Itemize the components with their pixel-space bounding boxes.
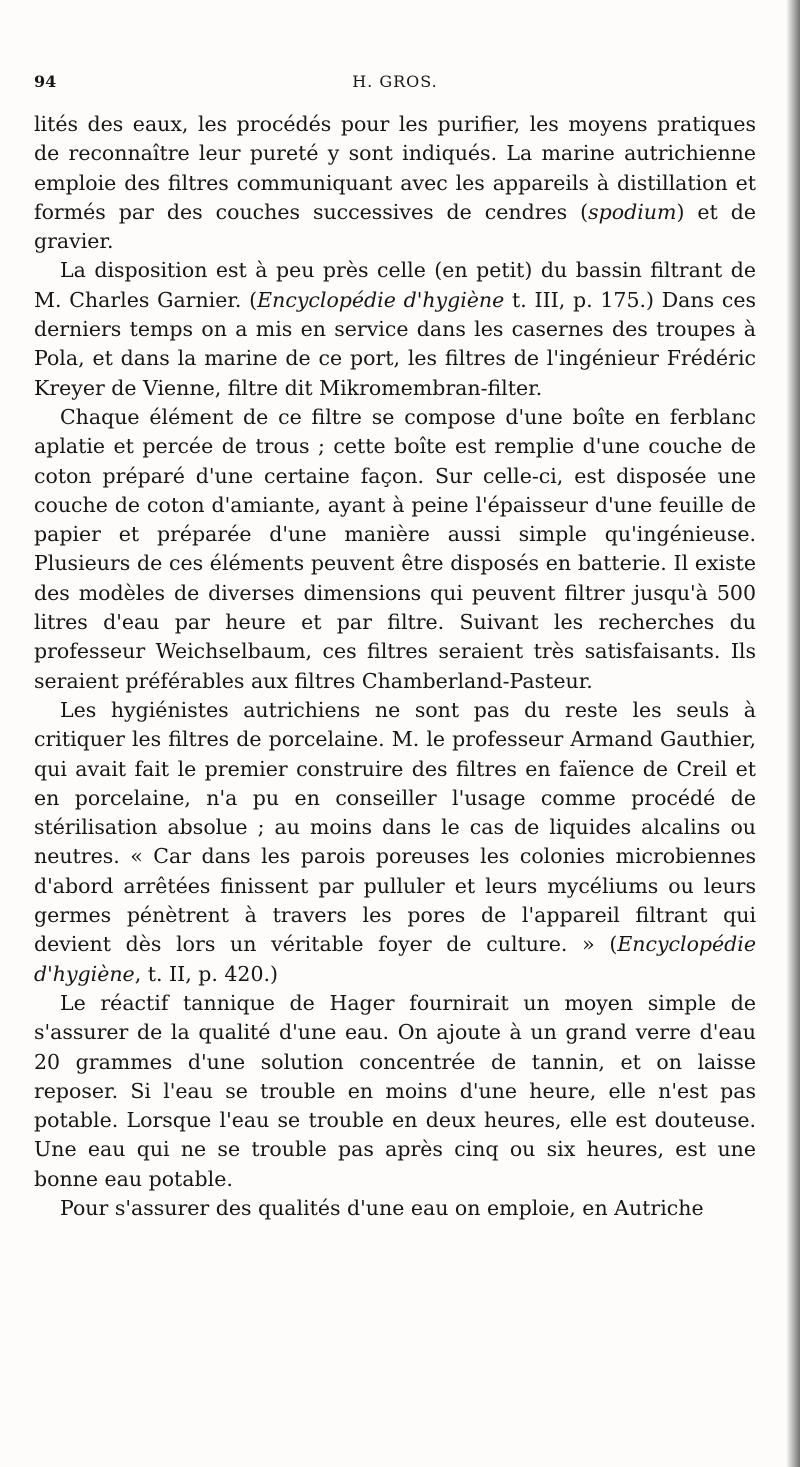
book-page (34, 72, 756, 1223)
paragraph-3 (34, 403, 756, 696)
page-number: 94 (34, 72, 57, 91)
page-header (34, 72, 756, 100)
paragraph-5-text: Le réactif tannique de Hager fournirait un moyen simple de s'assurer de la qualité d'une eau. On ajoute à un grand verre d'eau 20 grammes d'une solution concentrée de tannin, et on laisse reposer. Si l'eau se trouble en moins d'une heure, elle n'est pas potable. Lorsque l'eau se trouble en deux heures, elle est douteuse. Une eau qui ne se trouble pas après cinq ou six heures, est une bonne eau potable. (34, 990, 756, 1191)
paragraph-2-text-1: La disposition est à peu près celle (en petit) du bassin filtrant de M. Charles Garnier. ( (34, 258, 756, 312)
paragraph-5 (34, 989, 756, 1194)
paragraph-6 (34, 1194, 756, 1223)
paragraph-1-text-2: ) et de gravier. (34, 199, 757, 254)
paragraph-6-text: Pour s'assurer des qualités d'une eau on emploie, en Autriche (60, 1195, 704, 1220)
page-edge-shadow (786, 0, 800, 1467)
paragraph-2-italic-citation: Encyclopédie d'hygiène (257, 287, 505, 312)
paragraph-4-text-2: , t. II, p. 420.) (134, 961, 279, 986)
paragraph-1 (34, 110, 756, 256)
paragraph-4 (34, 696, 756, 989)
running-head: H. GROS. (352, 72, 438, 91)
paragraph-2 (34, 256, 756, 402)
paragraph-2-text-2: t. III, p. 175.) Dans ces derniers temps on a mis en service dans les casernes des troupes à Pola, et dans la marine de ce port, les filtres de l'ingénieur Frédéric Kreyer de Vienne, filtre dit Mikromembran-filter. (34, 287, 756, 400)
paragraph-3-text: Chaque élément de ce filtre se compose d'une boîte en ferblanc aplatie et percée de trous ; cette boîte est remplie d'une couche de coton préparé d'une certaine façon. Sur celle-ci, est disposée une couche de coton d'amiante, ayant à peine l'épaisseur d'une feuille de papier et préparée d'une manière aussi simple qu'ingénieuse. Plusieurs de ces éléments peuvent être disposés en batterie. Il existe des modèles de diverses dimensions qui peuvent filtrer jusqu'à 500 litres d'eau par heure et par filtre. Suivant les recherches du professeur Weichselbaum, ces filtres seraient très satisfaisants. Ils seraient préférables aux filtres Chamberland-Pasteur. (34, 404, 756, 693)
paragraph-4-italic-citation: Encyclopédie d'hygiène (34, 932, 756, 986)
paragraph-1-text-1: lités des eaux, les procédés pour les purifier, les moyens pratiques de reconnaître leur pureté y sont indiqués. La marine autrichienne emploie des filtres communiquant avec les appareils à distillation et formés par des couches successives de cendres ( (34, 112, 756, 224)
body-text (34, 110, 756, 1223)
paragraph-4-text-1: Les hygiénistes autrichiens ne sont pas du reste les seuls à critiquer les filtres de porcelaine. M. le professeur Armand Gauthier, qui avait fait le premier construire des filtres en faïence de Creil et en porcelaine, n'a pu en conseiller l'usage comme procédé de stérilisation absolue ; au moins dans le cas de liquides alcalins ou neutres. « Car dans les parois poreuses les colonies microbiennes d'abord arrêtées finissent par pulluler et leurs mycéliums ou leurs germes pénètrent à travers les pores de l'appareil filtrant qui devient dès lors un véritable foyer de culture. » ( (34, 697, 756, 957)
paragraph-1-italic-spodium: spodium (588, 199, 677, 224)
